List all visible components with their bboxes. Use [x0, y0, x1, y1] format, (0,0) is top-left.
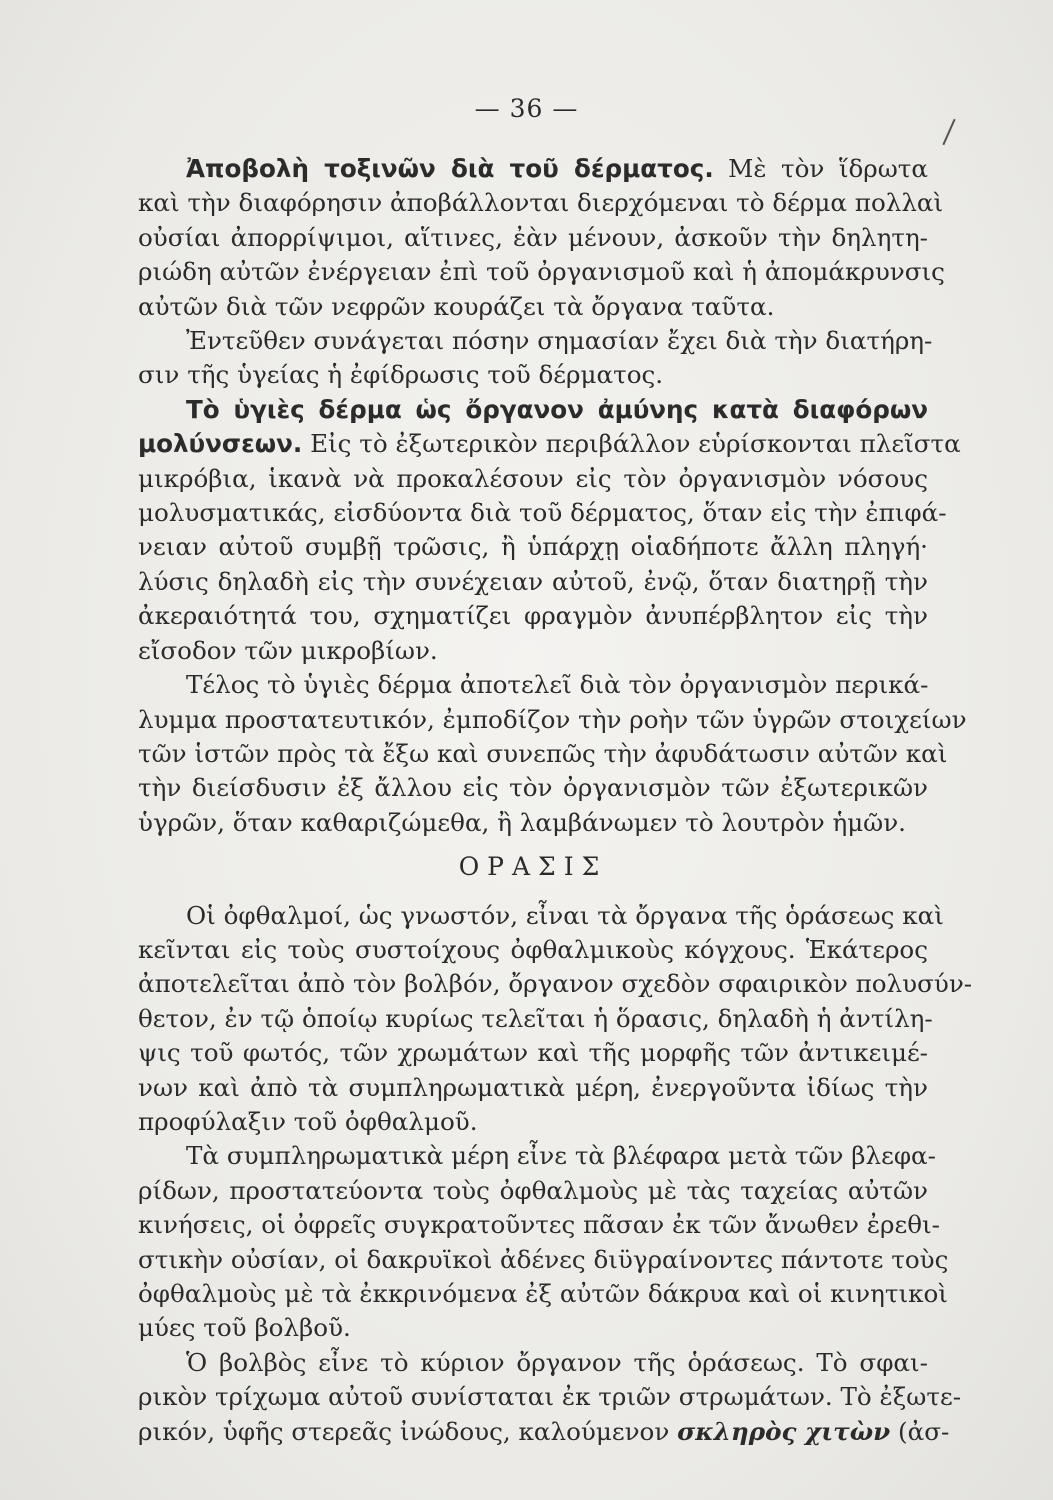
text-line: ριώδη αὐτῶν ἐνέργειαν ἐπὶ τοῦ ὀργανισμοῦ καὶ ἡ ἀπομάκρυνσις [138, 257, 945, 287]
text-run: Εἰς τὸ ἐξωτερικὸν περιβάλλον εὑρίσκονται πλεῖστα [310, 429, 961, 459]
text-line: προφύλαξιν τοῦ ὀφθαλμοῦ. [138, 1106, 478, 1136]
text-line: ρικὸν τρίχωμα αὐτοῦ συνίσταται ἐκ τριῶν στρωμάτων. Τὸ ἐξωτε- [138, 1382, 962, 1412]
text-line: καὶ τὴν διαφόρησιν ἀποβάλλονται διερχόμεναι τὸ δέρμα πολλαὶ [138, 188, 944, 218]
text-line: εἴσοδον τῶν μικροβίων. [138, 635, 438, 665]
heading-skin-defense-cont: μολύνσεων. [138, 429, 303, 459]
heading-toxins: Ἀποβολὴ τοξινῶν διὰ τοῦ δέρματος. [186, 154, 714, 183]
text-line: λύσις δηλαδὴ εἰς τὴν συνέχειαν αὐτοῦ, ἐνῷ, ὅταν διατηρῇ τὴν [138, 566, 928, 596]
text-line: Τὰ συμπληρωματικὰ μέρη εἶνε τὰ βλέφαρα μετὰ τῶν βλεφα- [186, 1141, 936, 1171]
text-line: τὴν διείσδυσιν ἐξ ἄλλου εἰς τὸν ὀργανισμὸν τῶν ἐξωτερικῶν [138, 773, 928, 803]
text-line [138, 152, 928, 186]
text-line: ἀκεραιότητά του, σχηματίζει φραγμὸν ἀνυπέρβλητον εἰς τὴν [138, 601, 928, 631]
body-text [138, 152, 973, 1449]
text-line: μολυσματικάς, εἰσδύοντα διὰ τοῦ δέρματος, ὅταν εἰς τὴν ἐπιφά- [138, 498, 947, 528]
text-line: μικρόβια, ἱκανὰ νὰ προκαλέσουν εἰς τὸν ὀργανισμὸν νόσους [138, 463, 928, 493]
text-line: ρίδων, προστατεύοντα τοὺς ὀφθαλμοὺς μὲ τὰς ταχείας αὐτῶν [138, 1175, 928, 1205]
text-line: κεῖνται εἰς τοὺς συστοίχους ὀφθαλμικοὺς κόγχους. Ἑκάτερος [138, 934, 928, 964]
text-line: νειαν αὐτοῦ συμβῇ τρῶσις, ἢ ὑπάρχῃ οἱαδήποτε ἄλλη πληγή· [138, 532, 928, 562]
heading-skin-defense: Τὸ ὑγιὲς δέρμα ὡς ὄργανον ἀμύνης κατὰ διαφόρων [186, 394, 928, 424]
text-line: λυμμα προστατευτικόν, ἐμποδίζον τὴν ροὴν τῶν ὑγρῶν στοιχείων [138, 704, 967, 734]
text-line: αὐτῶν διὰ τῶν νεφρῶν κουράζει τὰ ὄργανα ταῦτα. [138, 291, 775, 321]
text-line: θετον, ἐν τῷ ὁποίῳ κυρίως τελεῖται ἡ ὅρασις, δηλαδὴ ἡ ἀντίλη- [138, 1003, 933, 1033]
page-number: — 36 — [474, 94, 579, 123]
text-line: Ἐντεῦθεν συνάγεται πόσην σημασίαν ἔχει διὰ τὴν διατήρη- [186, 326, 933, 356]
text-line [138, 1415, 950, 1449]
text-line: τῶν ἱστῶν πρὸς τὰ ἔξω καὶ συνεπῶς τὴν ἀφυδάτωσιν αὐτῶν καὶ [138, 738, 948, 768]
text-line: στικὴν οὐσίαν, οἱ δακρυϊκοὶ ἀδένες διϋγραίνοντες πάντοτε τοὺς [138, 1244, 949, 1274]
section-title-vision: ΟΡΑΣΙΣ [458, 852, 608, 882]
text-line: οὐσίαι ἀπορρίψιμοι, αἵτινες, ἐὰν μένουν, ἀσκοῦν τὴν δηλητη- [138, 222, 928, 252]
text-run: Μὲ τὸν ἵδρωτα [728, 154, 928, 183]
text-line: Οἱ ὀφθαλμοί, ὡς γνωστόν, εἶναι τὰ ὄργανα τῆς ὁράσεως καὶ [186, 900, 944, 930]
term-sclera: σκληρὸς χιτὼν [677, 1416, 891, 1446]
text-line: ψις τοῦ φωτός, τῶν χρωμάτων καὶ τῆς μορφῆς τῶν ἀντικειμέ- [138, 1038, 928, 1068]
text-line [138, 427, 961, 461]
text-line: μύες τοῦ βολβοῦ. [138, 1313, 351, 1343]
text-line: νων καὶ ἀπὸ τὰ συμπληρωματικὰ μέρη, ἐνεργοῦντα ἰδίως τὴν [138, 1072, 928, 1102]
text-line: Τέλος τὸ ὑγιὲς δέρμα ἀποτελεῖ διὰ τὸν ὀργανισμὸν περικά- [186, 670, 929, 700]
text-run: (ἀσ- [898, 1416, 950, 1446]
text-line: κινήσεις, οἱ ὀφρεῖς συγκρατοῦντες πᾶσαν ἐκ τῶν ἄνωθεν ἐρεθι- [138, 1210, 940, 1240]
text-line: σιν τῆς ὑγείας ἡ ἐφίδρωσις τοῦ δέρματος. [138, 360, 664, 390]
text-line: Ὁ βολβὸς εἶνε τὸ κύριον ὄργανον τῆς ὁράσεως. Τὸ σφαι- [186, 1347, 928, 1377]
text-run: ρικόν, ὑφῆς στερεᾶς ἰνώδους, καλούμενον [138, 1416, 670, 1446]
text-line: ἀποτελεῖται ἀπὸ τὸν βολβόν, ὄργανον σχεδὸν σφαιρικὸν πολυσύν- [138, 969, 973, 999]
text-line: ὑγρῶν, ὅταν καθαριζώμεθα, ἢ λαμβάνωμεν τὸ λουτρὸν ἡμῶν. [138, 807, 907, 837]
text-line: ὀφθαλμοὺς μὲ τὰ ἐκκρινόμενα ἐξ αὐτῶν δάκρυα καὶ οἱ κινητικοὶ [138, 1279, 948, 1308]
